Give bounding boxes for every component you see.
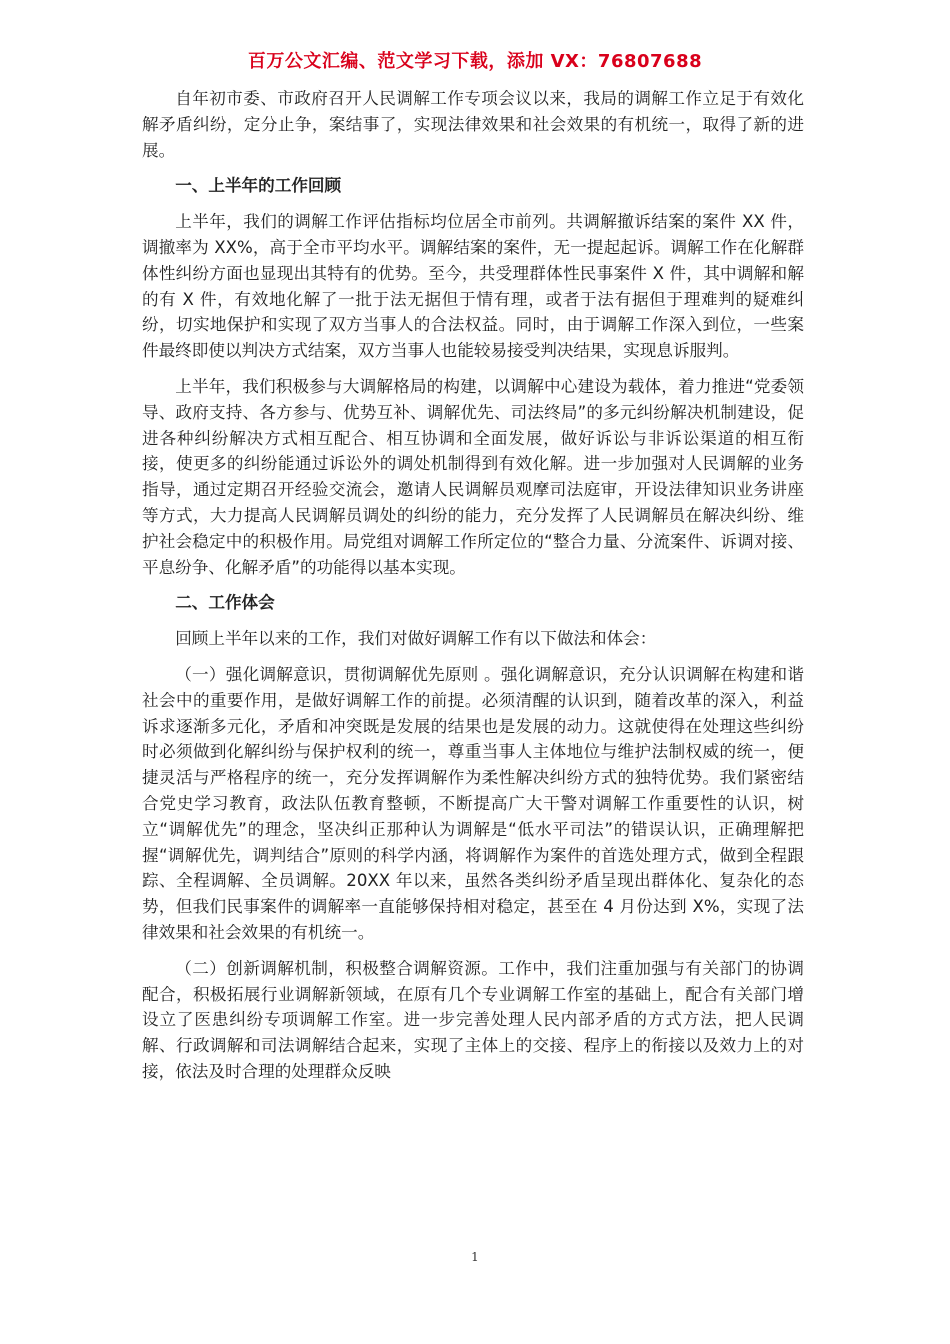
experience-paragraph-2: （二）创新调解机制，积极整合调解资源。工作中，我们注重加强与有关部门的协调配合，积极拓展行业调解新领域，在原有几个专业调解工作室的基础上，配合有关部门增设立了医患纠纷专项调解工作室。进一步完善处理人民内部矛盾的方式方法，把人民调解、行政调解和司法调解结合起来，实现了主体上的交接、程序上的衔接以及效力上的对接，依法及时合理的处理群众反映 — [142, 958, 804, 1081]
review-paragraph-2: 上半年，我们积极参与大调解格局的构建，以调解中心建设为载体，着力推进“党委领导、政府支持、各方参与、优势互补、调解优先、司法终局”的多元纠纷解决机制建设，促进各种纠纷解决方式相互配合、相互协调和全面发展，做好诉讼与非诉讼渠道的相互衔接，使更多的纠纷能通过诉讼外的调处机制得到有效化解。进一步加强对人民调解的业务指导，通过定期召开经验交流会，邀请人民调解员观摩司法庭审，开设法律知识业务讲座等方式，大力提高人民调解员调处的纠纷的能力，充分发挥了人民调解员在解决纠纷、维护社会稳定中的积极作用。局党组对调解工作所定位的“整合力量、分流案件、诉调对接、平息纷争、化解矛盾”的功能得以基本实现。 — [142, 376, 804, 577]
experience-paragraph-1: （一）强化调解意识，贯彻调解优先原则 。强化调解意识，充分认识调解在构建和谐社会中的重要作用，是做好调解工作的前提。必须清醒的认识到，随着改革的深入，利益诉求逐渐多元化，矛盾和冲突既是发展的结果也是发展的动力。这就使得在处理这些纠纷时必须做到化解纠纷与保护权利的统一，尊重当事人主体地位与维护法制权威的统一，便捷灵活与严格程序的统一，充分发挥调解作为柔性解决纠纷方式的独特优势。我们紧密结合党史学习教育，政法队伍教育整顿，不断提高广大干警对调解工作重要性的认识，树立“调解优先”的理念，坚决纠正那种认为调解是“低水平司法”的错误认识，正确理解把握“调解优先，调判结合”原则的科学内涵，将调解作为案件的首选处理方式，做到全程跟踪、全程调解、全员调解。20XX 年以来，虽然各类纠纷矛盾呈现出群体化、复杂化的态势，但我们民事案件的调解率一直能够保持相对稳定，甚至在 4 月份达到 X%，实现了法律效果和社会效果的有机统一。 — [142, 664, 804, 942]
watermark-banner: 百万公文汇编、范文学习下载，添加 VX：76807688 — [247, 51, 703, 72]
experience-intro-paragraph: 回顾上半年以来的工作，我们对做好调解工作有以下做法和体会： — [175, 629, 657, 649]
intro-paragraph: 自年初市委、市政府召开人民调解工作专项会议以来，我局的调解工作立足于有效化解矛盾纠纷，定分止争，案结事了，实现法律效果和社会效果的有机统一，取得了新的进展。 — [142, 89, 804, 160]
page-number: 1 — [471, 1250, 479, 1264]
section-heading-experience: 二、工作体会 — [175, 593, 275, 613]
section-heading-review: 一、上半年的工作回顾 — [175, 176, 342, 196]
review-paragraph-1: 上半年，我们的调解工作评估指标均位居全市前列。共调解撤诉结案的案件 XX 件，调撤率为 XX%，高于全市平均水平。调解结案的案件，无一提起起诉。调解工作在化解群体性纠纷方面也显现出其特有的优势。至今，共受理群体性民事案件 X 件，其中调解和解的有 X 件，有效地化解了一批于法无据但于情有理，或者于法有据但于理难判的疑难纠纷，切实地保护和实现了双方当事人的合法权益。同时，由于调解工作深入到位，一些案件最终即使以判决方式结案，双方当事人也能较易接受判决结果，实现息诉服判。 — [142, 212, 804, 361]
document-body — [142, 86, 804, 1095]
